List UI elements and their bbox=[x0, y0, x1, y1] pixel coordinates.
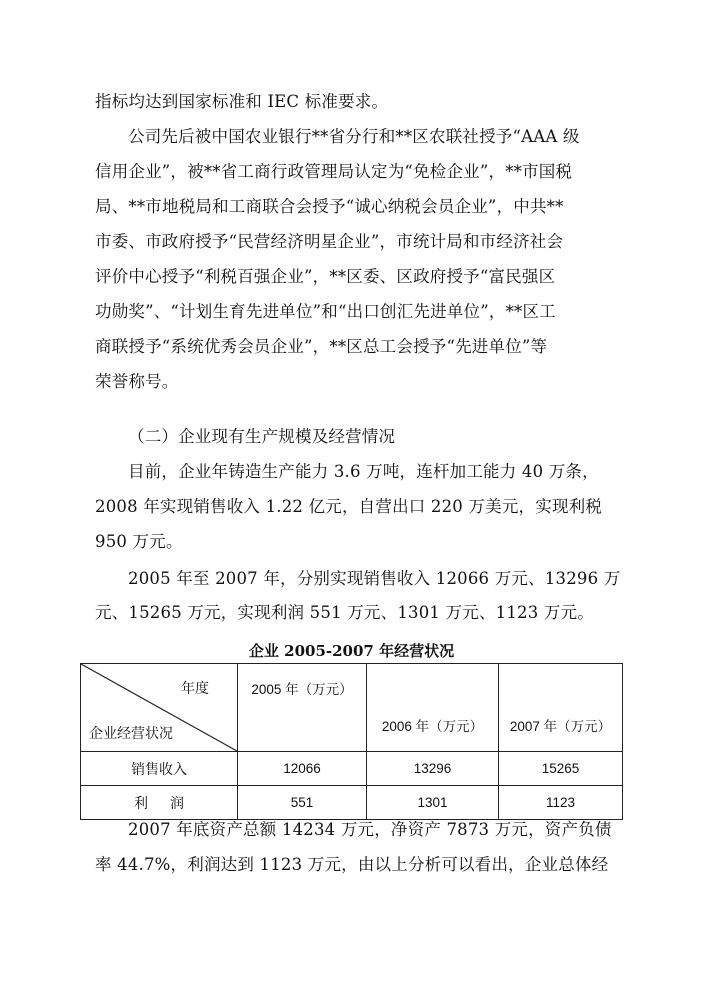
paragraph-line: 评价中心授予“利税百强企业”，**区委、区政府授予“富民强区 bbox=[95, 267, 556, 286]
table-cell: 1123 bbox=[499, 786, 623, 820]
operations-table bbox=[80, 663, 623, 820]
table-corner-cell bbox=[81, 664, 238, 752]
paragraph-line: 局、**市地税局和工商联合会授予“诚心纳税会员企业”，中共** bbox=[95, 197, 564, 216]
table-cell: 13296 bbox=[367, 752, 499, 786]
paragraph-line: 元、15265 万元，实现利润 551 万元、1301 万元、1123 万元。 bbox=[95, 603, 594, 622]
paragraph-line: 市委、市政府授予“民营经济明星企业”，市统计局和市经济社会 bbox=[95, 232, 564, 251]
table-header-row bbox=[81, 664, 623, 752]
paragraph-line: 950 万元。 bbox=[95, 532, 183, 551]
table-cell: 1301 bbox=[367, 786, 499, 820]
section-heading: （二）企业现有生产规模及经营情况 bbox=[128, 427, 396, 446]
paragraph-line: 2008 年实现销售收入 1.22 亿元，自营出口 220 万美元，实现利税 bbox=[95, 497, 603, 516]
paragraph-line: 商联授予“系统优秀会员企业”，**区总工会授予“先进单位”等 bbox=[95, 337, 548, 356]
paragraph-line: 2007 年底资产总额 14234 万元，净资产 7873 万元，资产负债 bbox=[128, 820, 612, 839]
paragraph-line: 信用企业”，被**省工商行政管理局认定为“免检企业”，**市国税 bbox=[95, 162, 573, 181]
row-label: 销售收入 bbox=[81, 752, 238, 786]
paragraph-line: 功勋奖”、“计划生育先进单位”和“出口创汇先进单位”，**区工 bbox=[95, 302, 556, 321]
column-header: 2005 年（万元） bbox=[238, 664, 367, 752]
table-row bbox=[81, 786, 623, 820]
table-cell: 551 bbox=[238, 786, 367, 820]
table-cell: 12066 bbox=[238, 752, 367, 786]
corner-top-label: 年度 bbox=[181, 681, 209, 697]
row-label: 利润 bbox=[81, 786, 238, 820]
paragraph-line: 指标均达到国家标准和 IEC 标准要求。 bbox=[95, 92, 389, 111]
column-header: 2007 年（万元） bbox=[499, 664, 623, 752]
table-title: 企业 2005-2007 年经营状况 bbox=[248, 642, 455, 660]
table-row bbox=[81, 752, 623, 786]
corner-bottom-label: 企业经营状况 bbox=[89, 726, 173, 742]
paragraph-line: 公司先后被中国农业银行**省分行和**区农联社授予“AAA 级 bbox=[128, 127, 580, 146]
paragraph-line: 荣誉称号。 bbox=[95, 372, 179, 391]
table-cell: 15265 bbox=[499, 752, 623, 786]
paragraph-line: 率 44.7%，利润达到 1123 万元，由以上分析可以看出，企业总体经 bbox=[95, 855, 609, 874]
paragraph-line: 目前，企业年铸造生产能力 3.6 万吨，连杆加工能力 40 万条， bbox=[128, 462, 599, 481]
paragraph-line: 2005 年至 2007 年，分别实现销售收入 12066 万元、13296 万 bbox=[128, 569, 621, 588]
column-header: 2006 年（万元） bbox=[367, 664, 499, 752]
